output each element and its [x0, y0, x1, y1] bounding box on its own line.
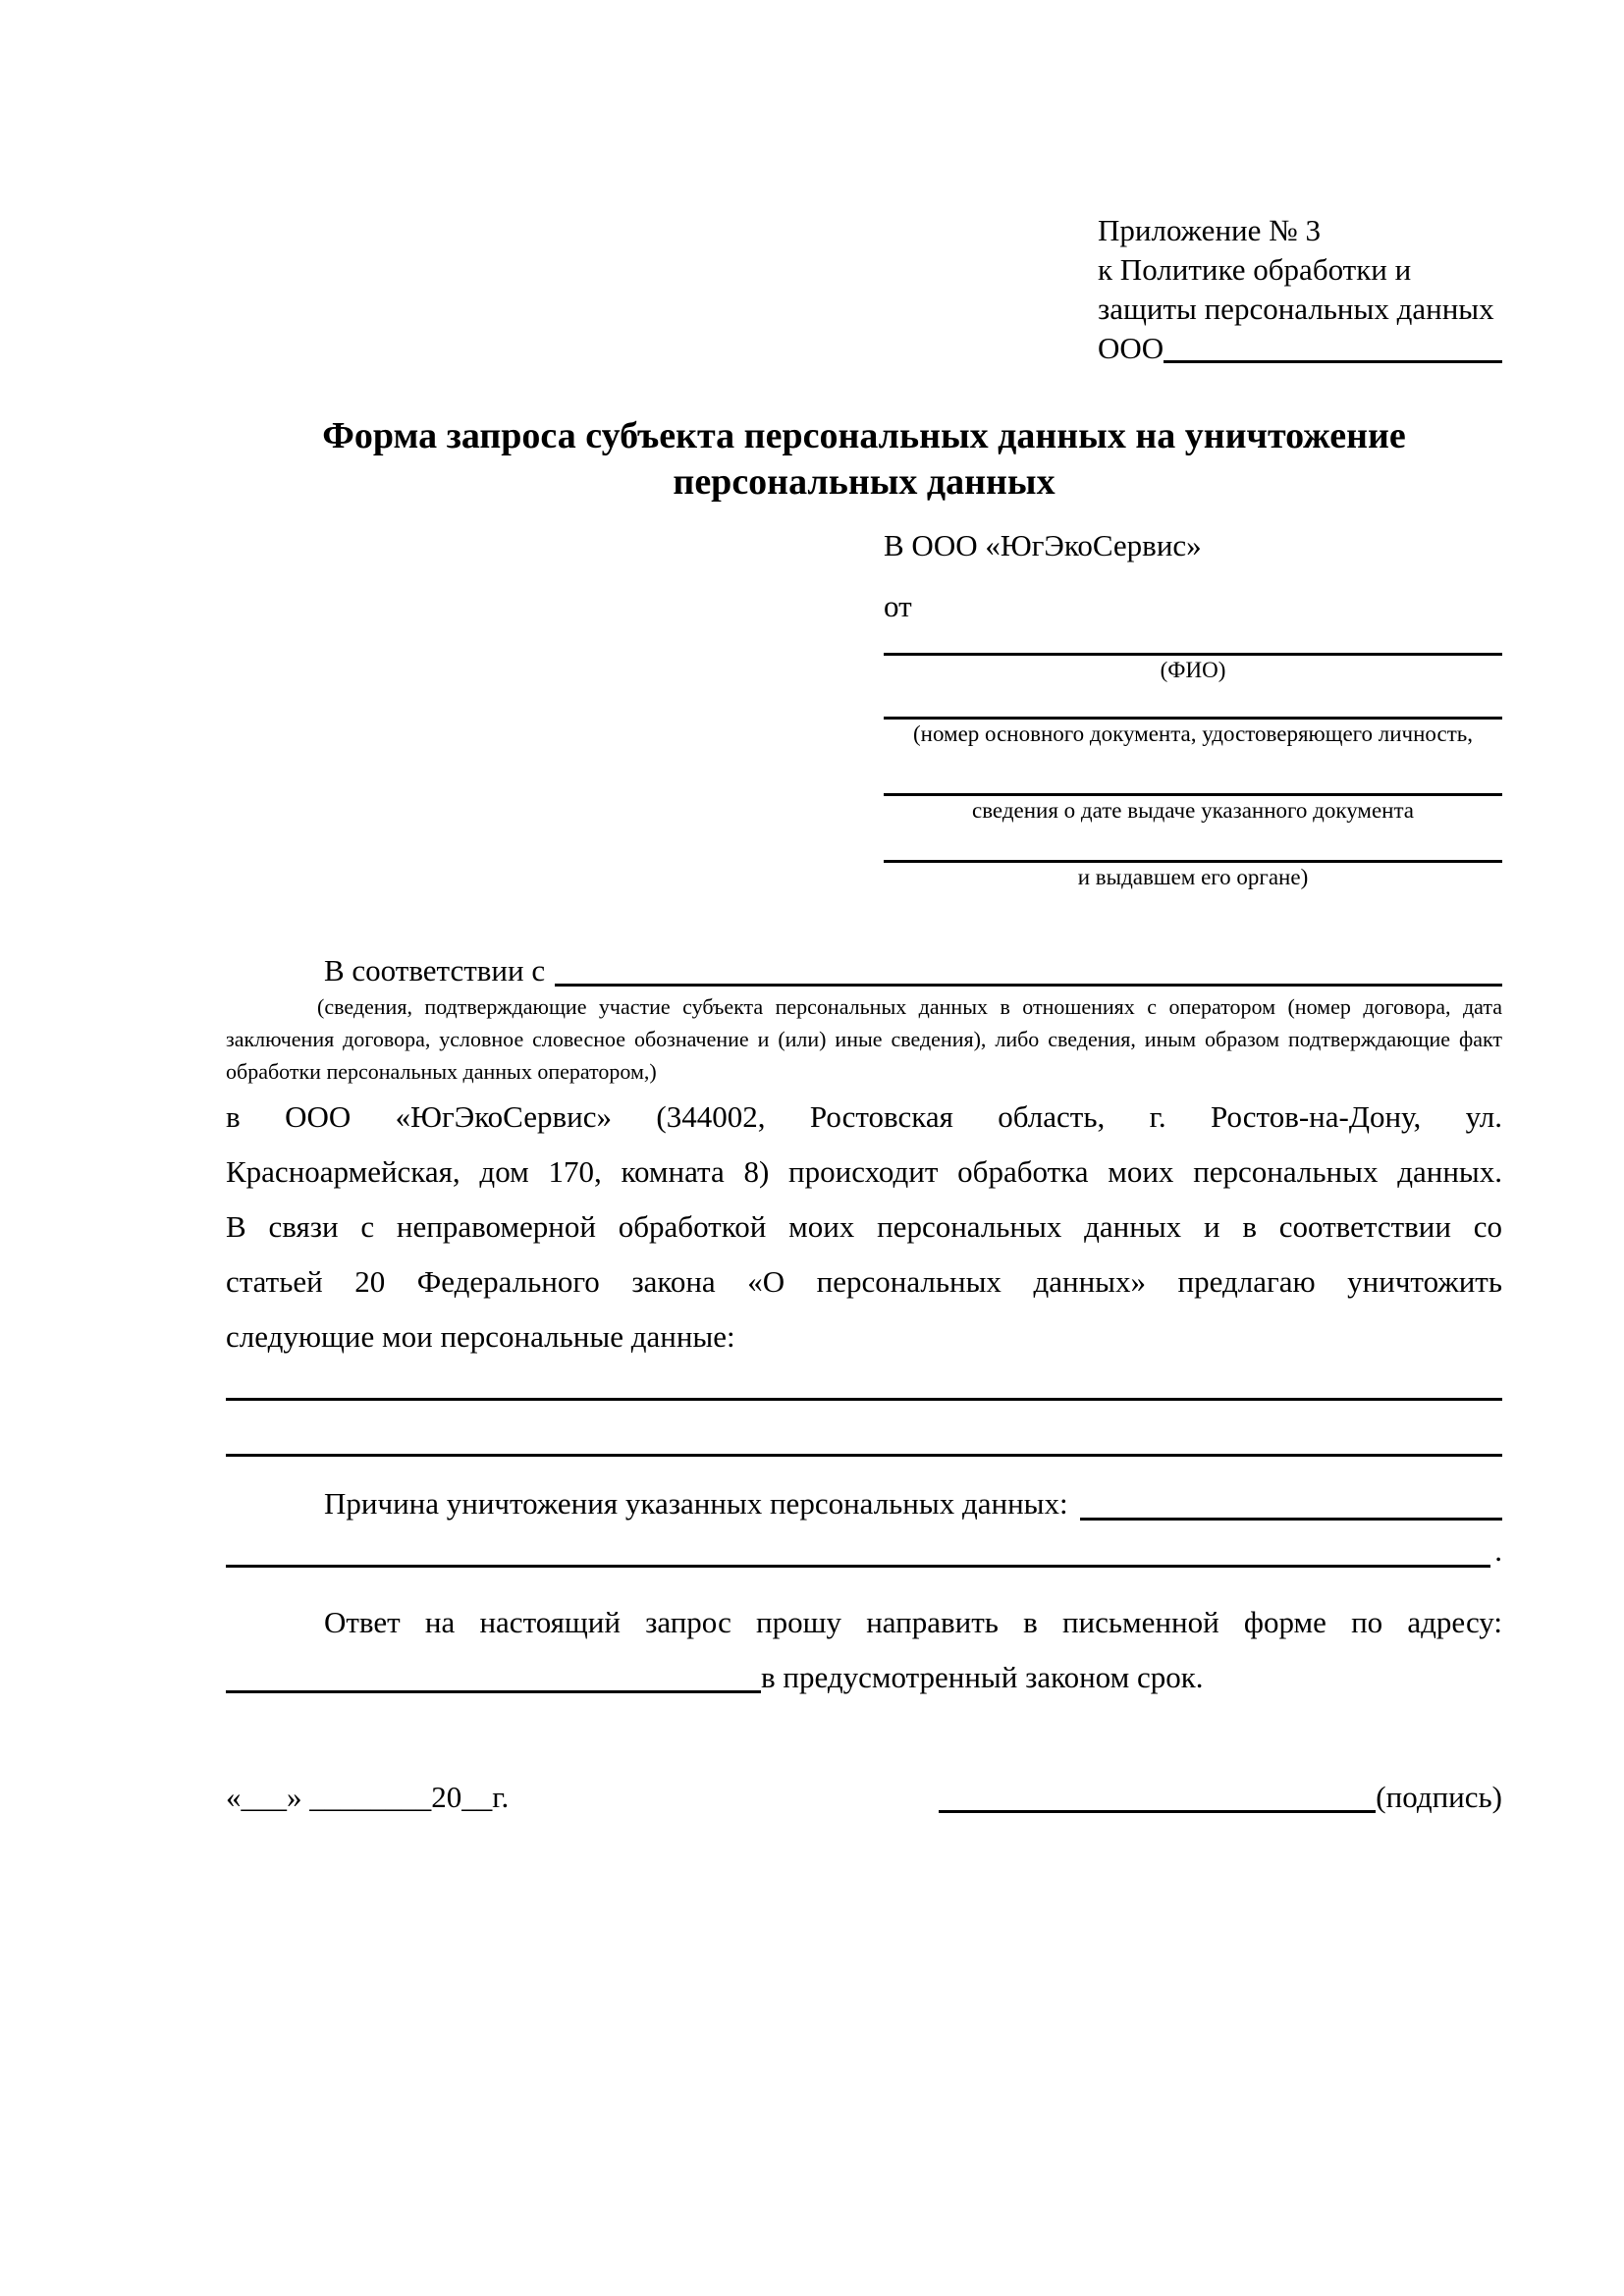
reason-row	[226, 1482, 1502, 1525]
sentence-terminator: .	[1494, 1533, 1502, 1568]
body-line: Красноармейская, дом 170, комната 8) происходит обработка моих персональных данных.	[226, 1154, 1502, 1189]
accordance-note-line: (сведения, подтверждающие участие субъекта персональных данных в отношениях с оператором (номер договора, дата	[317, 994, 1502, 1019]
body-line: статьей 20 Федерального закона «О персональных данных» предлагаю уничтожить	[226, 1264, 1502, 1299]
appendix-policy-line-2: защиты персональных данных	[1098, 292, 1494, 326]
destruction-reason-field-line-2[interactable]	[226, 1529, 1490, 1568]
accordance-note-line: заключения договора, условное словесное обозначение и (или) иные сведения), либо сведения, иным образом подтверждающие факт	[226, 1027, 1502, 1051]
recipient-block	[884, 526, 1502, 892]
operator-name-field-line[interactable]	[1164, 329, 1502, 363]
appendix-policy-line: к Политике обработки и	[1098, 252, 1412, 287]
signature-field-line[interactable]	[939, 1777, 1376, 1813]
document-number-field-line[interactable]	[884, 685, 1502, 720]
operator-name-row	[1098, 329, 1502, 368]
from-label: от	[884, 589, 912, 623]
appendix-header	[1098, 211, 1502, 368]
body-paragraph	[226, 1090, 1502, 1364]
page-title: Форма запроса субъекта персональных данных на уничтожение персональных данных	[322, 415, 1406, 503]
body-line: следующие мои персональные данные:	[226, 1319, 735, 1354]
accordance-row	[226, 951, 1502, 990]
fio-caption: (ФИО)	[1160, 658, 1226, 682]
date-blank[interactable]: «___» ________20__г.	[226, 1780, 510, 1814]
signature-caption: (подпись)	[1376, 1780, 1502, 1814]
personal-data-field-line-2[interactable]	[226, 1454, 1502, 1457]
appendix-number: Приложение № 3	[1098, 213, 1321, 247]
date-signature-row	[226, 1777, 1502, 1818]
body-line: В связи с неправомерной обработкой моих персональных данных и в соответствии со	[226, 1209, 1502, 1244]
document-issuer-field-line[interactable]	[884, 826, 1502, 863]
accordance-lead: В соответствии с	[324, 953, 546, 988]
document-issue-date-field-line[interactable]	[884, 749, 1502, 796]
response-term-text: в предусмотренный законом срок.	[761, 1660, 1204, 1694]
destruction-reason-field-line[interactable]	[1080, 1482, 1502, 1521]
recipient-organization: В ООО «ЮгЭкоСервис»	[884, 528, 1202, 562]
reason-continuation-row	[226, 1529, 1502, 1573]
document-issuer-caption: и выдавшем его органе)	[1077, 865, 1309, 889]
signature-group	[939, 1777, 1502, 1818]
document-number-caption: (номер основного документа, удостоверяющего личность,	[912, 721, 1473, 746]
fio-field-line[interactable]	[884, 626, 1502, 656]
personal-data-field-line-1[interactable]	[226, 1398, 1502, 1401]
accordance-basis-field-line[interactable]	[555, 951, 1502, 987]
reason-label: Причина уничтожения указанных персональных данных:	[324, 1486, 1068, 1521]
document-issue-date-caption: сведения о дате выдаче указанного документа	[971, 798, 1415, 823]
response-address-row	[226, 1657, 1502, 1698]
response-request-line: Ответ на настоящий запрос прошу направить в письменной форме по адресу:	[324, 1605, 1502, 1639]
accordance-note-line: обработки персональных данных оператором,)	[226, 1059, 657, 1084]
accordance-note	[226, 990, 1502, 1088]
body-line: в ООО «ЮгЭкоСервис» (344002, Ростовская область, г. Ростов-на-Дону, ул.	[226, 1099, 1502, 1134]
response-address-field-line[interactable]	[226, 1657, 761, 1693]
ooo-label: ООО	[1098, 331, 1164, 365]
